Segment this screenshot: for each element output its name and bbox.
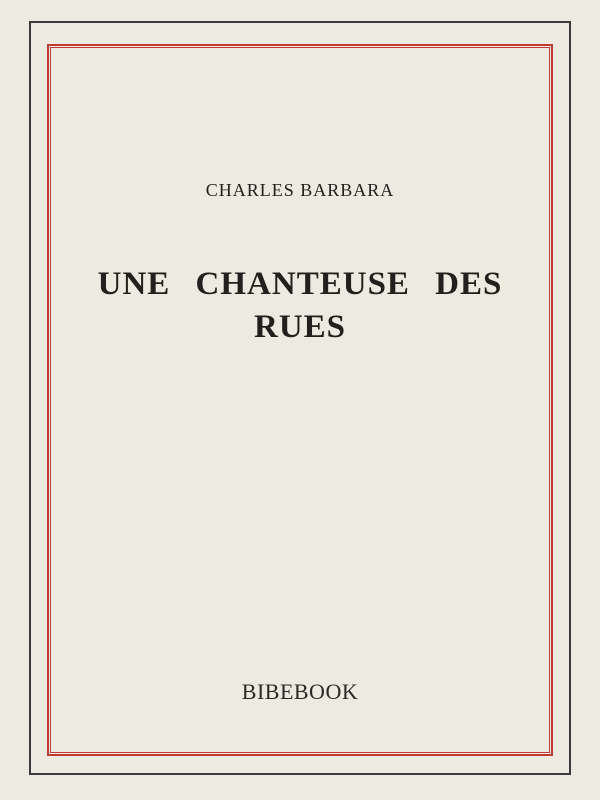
inner-red-frame-line <box>50 47 550 753</box>
author-name: CHARLES BARBARA <box>205 180 395 200</box>
inner-red-frame <box>47 44 553 756</box>
publisher-name: BIBEBOOK <box>241 679 359 704</box>
book-title: UNE CHANTEUSE DES RUES <box>97 266 503 345</box>
